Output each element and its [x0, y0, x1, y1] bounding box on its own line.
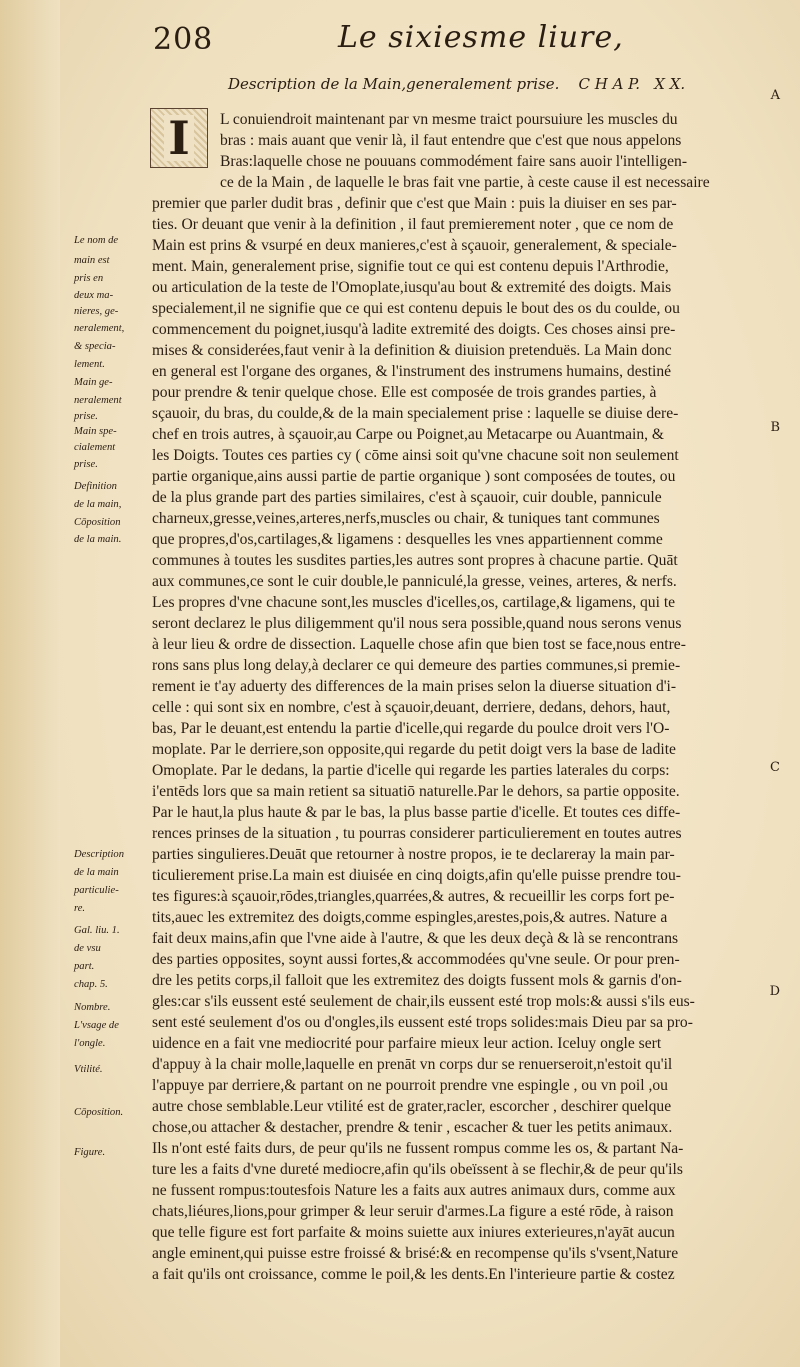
page-gutter — [0, 0, 60, 1367]
chapter-title: Description de la Main,generalement prise. C H A P. X X. — [228, 75, 686, 93]
margin-note: chap. 5. — [74, 979, 108, 990]
text-line: que propres,d'os,cartilages,& ligamens : desquelles les vnes appartiennent comme — [152, 531, 663, 548]
text-line: bas, Par le deuant,est entendu la partie d'icelle,qui regarde du poulce droit vers l'O- — [152, 720, 670, 737]
margin-note: Main spe- — [74, 426, 117, 437]
text-line: dre les petits corps,il falloit que les extremitez des doigts fussent mols & garnis d'on- — [152, 972, 682, 989]
margin-note: nieres, ge- — [74, 306, 119, 317]
text-line: rons sans plus long delay,à declarer ce qui demeure des parties communes,si premie- — [152, 657, 681, 674]
text-line: les Doigts. Toutes ces parties cy ( cōme ainsi soit qu'vne chacune soit non seulement — [152, 447, 679, 464]
text-line: chats,liéures,lions,pour grimper & leur seruir d'armes.La figure a esté rōde, à raison — [152, 1203, 674, 1220]
text-line: tes figures:à sçauoir,rōdes,triangles,quarrées,& autres, & recueillir les corps fort pe- — [152, 888, 675, 905]
margin-note: de la main, — [74, 499, 122, 510]
margin-note: Main ge- — [74, 377, 113, 388]
decorated-initial — [150, 108, 208, 168]
text-line: chose,ou attacher & destacher, prendre & tenir , escacher & tuer les petits animaux. — [152, 1119, 673, 1136]
text-line: mises & considerées,faut venir à la definition & diuision pretenduës. La Main donc — [152, 342, 672, 359]
text-line: sent esté seulement d'os ou d'ongles,ils eussent esté trops solides:mais Dieu par sa pro- — [152, 1014, 693, 1031]
text-line: chef en trois autres, à sçauoir,au Carpe ou Poignet,au Metacarpe ou Auantmain, & — [152, 426, 665, 443]
text-line: que telle figure est fort parfaite & moins suiette aux iniures exterieures,n'ayāt aucun — [152, 1224, 675, 1241]
text-line: ou articulation de la teste de l'Omoplate,iusqu'au bout & extremité des doigts. Mais — [152, 279, 672, 296]
section-letter: C — [770, 760, 780, 775]
text-line: uidence en a fait vne mediocrité pour parfaire mieux leur action. Iceluy ongle sert — [152, 1035, 662, 1052]
margin-note: de la main. — [74, 534, 122, 545]
margin-note: Figure. — [74, 1147, 106, 1158]
margin-note: Definition — [74, 481, 117, 492]
text-line: en general est l'organe des organes, & l'instrument des instrumens humains, destiné — [152, 363, 672, 380]
text-line: fait deux mains,afin que l'vne aide à l'autre, & que les deux deçà & là se rencontrans — [152, 930, 679, 947]
text-line: de la plus grande part des parties similaires, c'est à sçauoir, cuir double, pannicule — [152, 489, 662, 506]
text-line: gles:car s'ils eussent esté seulement de chair,ils eussent esté trop mols:& aussi s'ils eus- — [152, 993, 695, 1010]
text-line: charneux,gresse,veines,arteres,nerfs,muscles ou chair, & tuniques tant communes — [152, 510, 660, 527]
text-line: tits,auec les extremitez des doigts,comme espingles,arestes,pois,& autres. Nature a — [152, 909, 668, 926]
margin-note: Nombre. — [74, 1002, 111, 1013]
text-line: Main est prins & vsurpé en deux manieres,c'est à sçauoir, generalement, & speciale- — [152, 237, 677, 254]
text-line: des parties opposites, soynt aussi fortes,& accommodées qu'vne seule. Or pour pren- — [152, 951, 680, 968]
text-line: d'appuy à la chair molle,laquelle en prenāt vn corps dur se renuerseroit,n'estoit qu'il — [152, 1056, 673, 1073]
margin-note: Gal. liu. 1. — [74, 925, 120, 936]
margin-note: cialement — [74, 442, 116, 453]
text-line: Par le haut,la plus haute & par le bas, la plus basse partie d'icelle. Et toutes ces diffe- — [152, 804, 681, 821]
text-line: i'entēds lors que sa main retient sa situatiō naturelle.Par le dehors, sa partie opposite. — [152, 783, 680, 800]
margin-note: main est — [74, 255, 110, 266]
text-line: partie organique,ains aussi partie de partie organique ) sont composées de toutes, ou — [152, 468, 676, 485]
text-line: ment. Main, generalement prise, signifie tout ce qui est contenu depuis l'Arthrodie, — [152, 258, 669, 275]
text-line: ticulierement prise.La main est diuisée en cinq doigts,afin qu'elle puisse prendre tou- — [152, 867, 681, 884]
text-line: rences prinses de la situation , tu pourras considerer particulierement en toutes autres — [152, 825, 682, 842]
text-line: celle : qui sont six en nombre, c'est à sçauoir,deuant, derriere, dedans, dehors, haut, — [152, 699, 671, 716]
text-line: Ils n'ont esté faits durs, de peur qu'ils ne fussent rompus comme les os, & partant Na- — [152, 1140, 684, 1157]
section-letter: A — [770, 88, 780, 103]
text-line: a fait qu'ils ont croissance, comme le poil,& les dents.En l'interieure partie & costez — [152, 1266, 675, 1283]
margin-note: Le nom de — [74, 235, 119, 246]
initial-letter: I — [164, 115, 194, 161]
margin-note: Description — [74, 849, 125, 860]
margin-note: neralement, — [74, 323, 125, 334]
text-line: ture les a faits d'vne dureté mediocre,afin qu'ils obeïssent à se flechir,& de peur qu'ils — [152, 1161, 683, 1178]
margin-note: l'ongle. — [74, 1038, 106, 1049]
margin-note: & specia- — [74, 341, 116, 352]
section-letter: B — [770, 420, 780, 435]
margin-note: lement. — [74, 359, 105, 370]
text-line: Les propres d'vne chacune sont,les muscles d'icelles,os, cartilage,& ligamens, qui te — [152, 594, 676, 611]
margin-note: pris en — [74, 273, 104, 284]
page-number: 208 — [153, 22, 214, 57]
running-head: Le sixiesme liure, — [338, 20, 624, 55]
text-line: ce de la Main , de laquelle le bras fait vne partie, à ceste cause il est necessaire — [220, 174, 710, 191]
text-line: pour prendre & tenir quelque chose. Elle est composée de trois grandes parties, à — [152, 384, 657, 401]
text-line: sçauoir, du bras, du coulde,& de la main specialement prise : laquelle se diuise dere- — [152, 405, 679, 422]
text-line: autre chose semblable.Leur vtilité est de grater,racler, escorcher , deschirer quelque — [152, 1098, 672, 1115]
text-line: bras : mais auant que venir là, il faut entendre que c'est que nous appelons — [220, 132, 682, 149]
text-line: angle eminent,qui puisse estre froissé & brisé:& en recompense qu'ils s'vsent,Nature — [152, 1245, 679, 1262]
text-line: moplate. Par le derriere,son opposite,qui regarde du petit doigt vers la base de ladite — [152, 741, 676, 758]
margin-note: Vtilité. — [74, 1064, 103, 1075]
margin-note: re. — [74, 903, 86, 914]
margin-note: deux ma- — [74, 290, 114, 301]
margin-note: L'vsage de — [74, 1020, 119, 1031]
text-line: Bras:laquelle chose ne pouuans commodément faire sans auoir l'intelligen- — [220, 153, 688, 170]
text-line: l'appuye par derriere,& partant on ne pourroit prendre vne espingle , ou vn poil ,ou — [152, 1077, 668, 1094]
margin-note: particulie- — [74, 885, 119, 896]
text-line: rement ie t'ay aduerty des differences de la main prises selon la diuerse situation d'i- — [152, 678, 677, 695]
section-letter: D — [769, 984, 780, 999]
margin-note: prise. — [74, 411, 98, 422]
text-line: communes à toutes les susdites parties,les autres sont propres à chacune partie. Quāt — [152, 552, 678, 569]
text-line: aux communes,ce sont le cuir double,le panniculé,la gresse, veines, arteres, & nerfs. — [152, 573, 677, 590]
margin-note: neralement — [74, 395, 122, 406]
text-line: seront declarez le plus diligemment qu'il nous sera possible,quand nous serons venus — [152, 615, 682, 632]
margin-note: prise. — [74, 459, 98, 470]
text-line: parties singulieres.Deuāt que retourner à nostre propos, ie te declareray la main par- — [152, 846, 675, 863]
text-line: à leur lieu & ordre de dissection. Laquelle chose afin que bien tost se face,nous entre- — [152, 636, 686, 653]
margin-note: Cōposition. — [74, 1107, 124, 1118]
text-line: commencement du poignet,iusqu'à ladite extremité des doigts. Ces choses ainsi pre- — [152, 321, 676, 338]
text-line: specialement,il ne signifie que ce qui est contenu depuis le bout des os du coulde, ou — [152, 300, 680, 317]
margin-note: de la main — [74, 867, 119, 878]
text-line: ties. Or deuant que venir à la definition , il faut premierement noter , que ce nom de — [152, 216, 674, 233]
text-line: ne fussent rompus:toutesfois Nature les a faits aux autres animaux durs, comme aux — [152, 1182, 676, 1199]
margin-note: de vsu — [74, 943, 101, 954]
text-line: Omoplate. Par le dedans, la partie d'icelle qui regarde les parties laterales du corps: — [152, 762, 670, 779]
text-line: premier que parler dudit bras , definir que c'est que Main : puis la diuiser en ses par- — [152, 195, 677, 212]
margin-note: Cōposition — [74, 517, 121, 528]
text-line: L conuiendroit maintenant par vn mesme traict poursuiure les muscles du — [220, 111, 678, 128]
margin-note: part. — [74, 961, 95, 972]
